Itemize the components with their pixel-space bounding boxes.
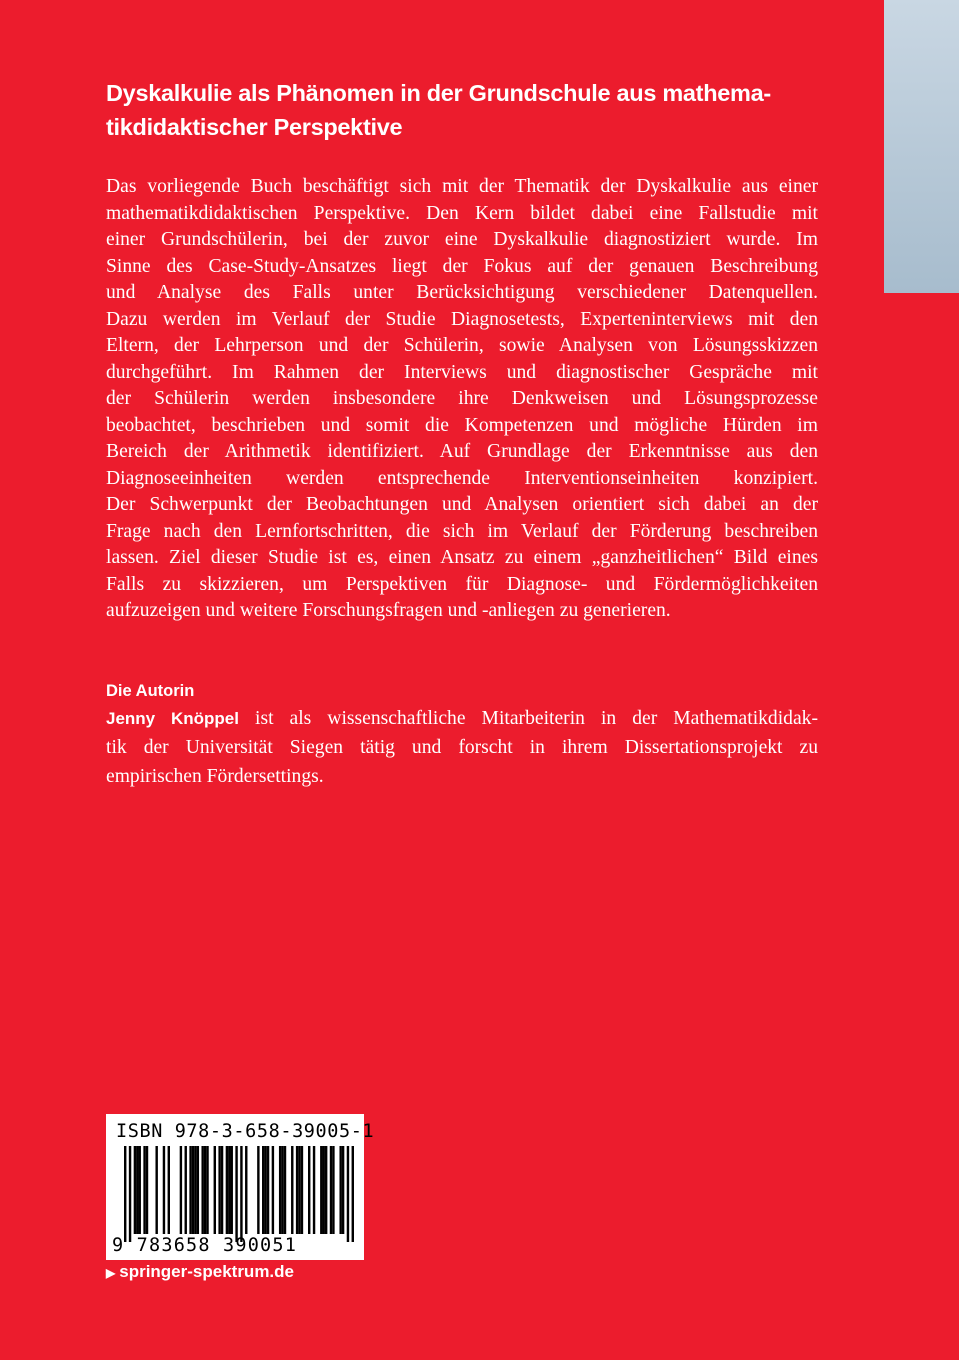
author-heading: Die Autorin	[106, 682, 195, 700]
barcode-bar	[192, 1146, 194, 1234]
barcode-bar	[245, 1146, 247, 1234]
description-line: Dazu werden im Verlauf der Studie Diagnosetests, Experteninterviews mit den	[106, 308, 818, 330]
isbn-label: ISBN 978-3-658-39005-1	[116, 1121, 375, 1142]
barcode-bar	[235, 1146, 237, 1242]
barcode-bar	[228, 1146, 230, 1234]
barcode-bar	[221, 1146, 223, 1234]
barcode-bar	[124, 1146, 126, 1242]
author-bio-line: tik der Universität Siegen tätig und forscht in ihrem Dissertationsprojekt zu	[106, 737, 818, 758]
barcode-bar	[308, 1146, 310, 1234]
description-line: Diagnoseeinheiten werden entsprechende Interventionseinheiten konzipiert.	[106, 467, 818, 489]
barcode-bar	[325, 1146, 327, 1234]
author-bio-line: empirischen Fördersettings.	[106, 766, 324, 787]
barcode-bar	[347, 1146, 349, 1242]
author-name: Jenny Knöppel	[106, 709, 239, 728]
title-line: tikdidaktischer Perspektive	[106, 114, 403, 140]
barcode-bar	[352, 1146, 354, 1242]
barcode-bar	[296, 1146, 298, 1234]
description-line: Bereich der Arithmetik identifiziert. Auf Grundlage der Erkenntnisse aus den	[106, 441, 818, 462]
barcode-bar	[272, 1146, 274, 1234]
description	[106, 174, 818, 625]
description-line: Das vorliegende Buch beschäftigt sich mit der Thematik der Dyskalkulie aus einer	[106, 176, 818, 197]
description-line: aufzuzeigen und weitere Forschungsfragen und -anliegen zu generieren.	[106, 600, 671, 621]
description-line: lassen. Ziel dieser Studie ist es, einen Ansatz zu einem „ganzheitlichen“ Bild eines	[106, 547, 818, 568]
barcode-bar	[168, 1146, 170, 1234]
barcode-bar	[323, 1146, 325, 1234]
description-line: mathematikdidaktischen Perspektive. Den Kern bildet dabei eine Fallstudie mit	[106, 202, 818, 224]
barcode-bar	[206, 1146, 208, 1234]
title-line: Dyskalkulie als Phänomen in der Grundschule aus mathema-	[106, 80, 771, 106]
barcode-bar	[301, 1146, 303, 1234]
barcode-bar	[163, 1146, 165, 1234]
description-line: und Analyse des Falls unter Berücksichtigung verschiedener Datenquellen.	[106, 282, 818, 303]
barcode-bar	[204, 1146, 206, 1234]
barcode-bar	[226, 1146, 228, 1234]
barcode-bar	[298, 1146, 300, 1234]
barcode-bar	[284, 1146, 286, 1234]
publisher-link[interactable]	[106, 1262, 294, 1282]
barcode-bar	[330, 1146, 332, 1234]
barcode-bar	[129, 1146, 131, 1242]
barcode-bar	[240, 1146, 242, 1242]
barcode-bar	[332, 1146, 334, 1234]
color-tab	[884, 0, 959, 293]
author-bio	[106, 704, 818, 791]
barcode-bar	[146, 1146, 148, 1234]
author-bio-line	[106, 704, 818, 733]
barcode-bar	[136, 1146, 138, 1234]
description-line: der Schülerin werden insbesondere ihre Denkweisen und Lösungsprozesse	[106, 388, 818, 409]
barcode-bar	[185, 1146, 187, 1234]
publisher-url: springer-spektrum.de	[119, 1262, 294, 1281]
barcode-bar	[139, 1146, 141, 1234]
description-line: einer Grundschülerin, bei der zuvor eine Dyskalkulie diagnostiziert wurde. Im	[106, 229, 818, 250]
barcode-bar	[342, 1146, 344, 1234]
description-line: Sinne des Case-Study-Ansatzes liegt der Fokus auf der genauen Beschreibung	[106, 255, 818, 277]
barcode-digits: 9 783658 390051	[112, 1235, 298, 1256]
author-bio-text: ist als wissenschaftliche Mitarbeiterin in der Mathematikdidak-	[238, 708, 818, 729]
book-title	[106, 76, 826, 144]
barcode-bar	[201, 1146, 203, 1234]
barcode-bar	[231, 1146, 233, 1234]
barcode-bar	[218, 1146, 220, 1234]
arrow-icon: ▶	[106, 1266, 116, 1280]
barcode-bar	[143, 1146, 145, 1234]
barcode-bar	[189, 1146, 191, 1234]
description-line: durchgeführt. Im Rahmen der Interviews und diagnostischer Gespräche mit	[106, 361, 818, 383]
description-line: Frage nach den Lernfortschritten, die sich im Verlauf der Förderung beschreiben	[106, 520, 818, 542]
barcode-bar	[339, 1146, 341, 1234]
description-line: Der Schwerpunkt der Beobachtungen und Analysen orientiert sich dabei an der	[106, 494, 818, 515]
barcode-bar	[264, 1146, 266, 1234]
barcode-bar	[194, 1146, 196, 1234]
barcode-bar	[281, 1146, 283, 1234]
barcode-bar	[320, 1146, 322, 1234]
barcode-bars	[124, 1146, 354, 1242]
description-line: Eltern, der Lehrperson und der Schülerin, sowie Analysen von Lösungsskizzen	[106, 335, 818, 356]
barcode-bar	[134, 1146, 136, 1234]
barcode-bar	[214, 1146, 216, 1234]
barcode-bar	[313, 1146, 315, 1234]
barcode-bar	[267, 1146, 269, 1234]
description-line: beobachtet, beschrieben und somit die Kompetenzen und mögliche Hürden im	[106, 414, 818, 436]
barcode-bar	[155, 1146, 157, 1234]
isbn-barcode	[106, 1114, 375, 1260]
barcode-bar	[279, 1146, 281, 1234]
barcode-bar	[197, 1146, 199, 1234]
barcode-bar	[257, 1146, 259, 1234]
barcode-bar	[291, 1146, 293, 1234]
barcode-bar	[180, 1146, 182, 1234]
barcode-bar	[262, 1146, 264, 1234]
description-line: Falls zu skizzieren, um Perspektiven für Diagnose- und Fördermöglichkeiten	[106, 573, 818, 595]
